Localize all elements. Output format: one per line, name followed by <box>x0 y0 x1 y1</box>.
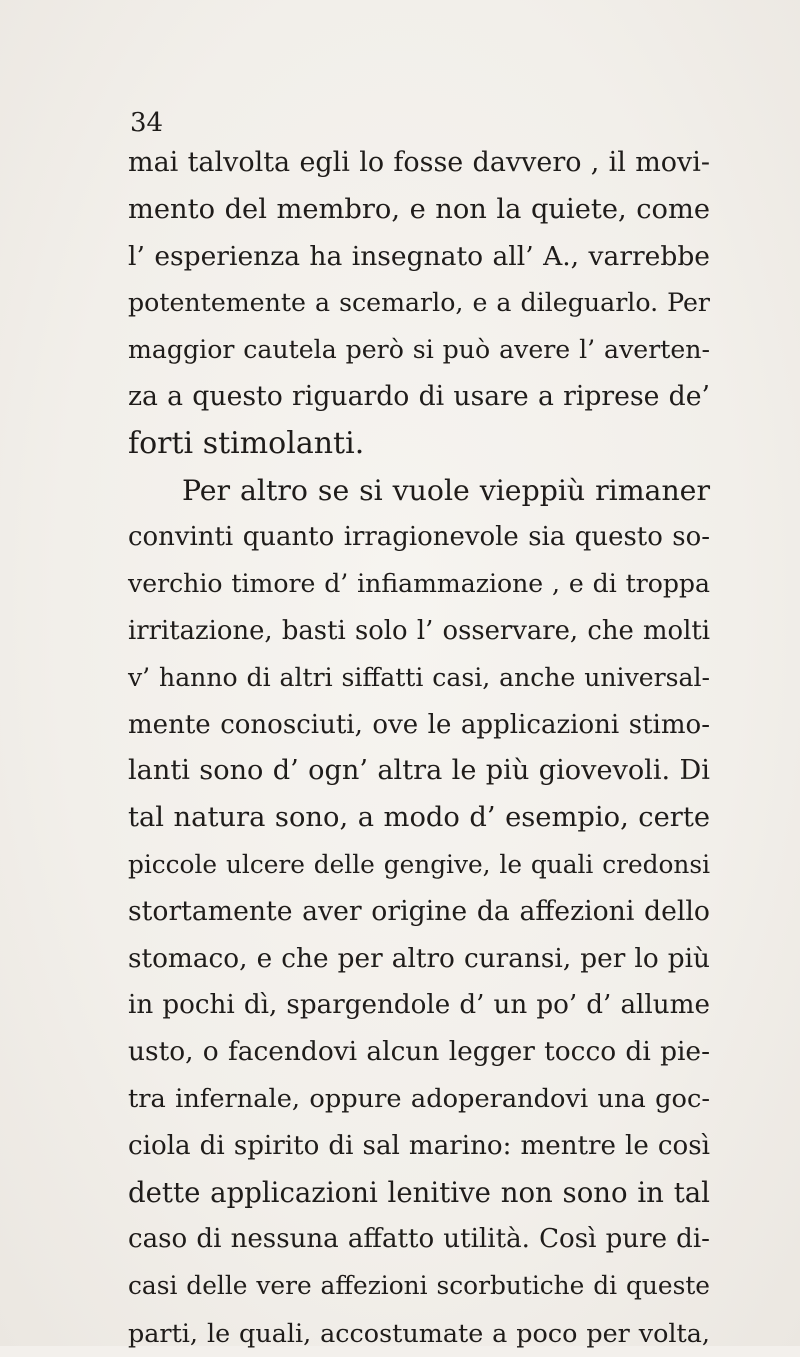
text-line: za a questo riguardo di usare a riprese de’ <box>128 380 710 412</box>
text-line: dette applicazioni lenitive non sono in tal <box>128 1176 710 1209</box>
text-line: mento del membro, e non la quiete, come <box>128 193 710 225</box>
text-line: verchio timore d’ infiammazione , e di troppa <box>128 569 710 599</box>
text-line: irritazione, basti solo l’ osservare, che molti <box>128 615 710 646</box>
text-line: lanti sono d’ ogn’ altra le più giovevoli. Di <box>128 755 710 787</box>
text-line: potentemente a scemarlo, e a dileguarlo. Per <box>128 288 710 318</box>
text-line: convinti quanto irragionevole sia questo so- <box>128 522 710 553</box>
text-line: piccole ulcere delle gengive, le quali credonsi <box>128 849 710 879</box>
text-line: tal natura sono, a modo d’ esempio, certe <box>128 802 710 834</box>
text-line: in pochi dì, spargendole d’ un po’ d’ allume <box>128 990 710 1021</box>
text-line: mente conosciuti, ove le applicazioni stimo- <box>128 709 710 740</box>
text-line: maggior cautela però si può avere l’ averten- <box>128 335 710 365</box>
text-line: stomaco, e che per altro curansi, per lo più <box>128 943 710 974</box>
text-line: l’ esperienza ha insegnato all’ A., varrebbe <box>128 240 710 272</box>
text-line: mai talvolta egli lo fosse davvero , il movi- <box>128 147 710 178</box>
text-line: ciola di spirito di sal marino: mentre le così <box>128 1130 710 1161</box>
text-line: usto, o facendovi alcun legger tocco di pie- <box>128 1036 710 1068</box>
page-number: 34 <box>130 108 164 138</box>
text-line: parti, le quali, accostumate a poco per volta, <box>128 1317 710 1348</box>
text-line: stortamente aver origine da affezioni dello <box>128 895 710 927</box>
text-line: caso di nessuna affatto utilità. Così pure di- <box>128 1224 710 1255</box>
text-line: forti stimolanti. <box>128 425 365 461</box>
text-line: tra infernale, oppure adoperandovi una goc- <box>128 1083 710 1114</box>
text-line: casi delle vere affezioni scorbutiche di queste <box>128 1271 710 1301</box>
text-line: v’ hanno di altri siffatti casi, anche universal- <box>128 662 710 692</box>
body-text <box>128 140 710 1357</box>
text-line: Per altro se si vuole vieppiù rimaner <box>182 473 710 507</box>
